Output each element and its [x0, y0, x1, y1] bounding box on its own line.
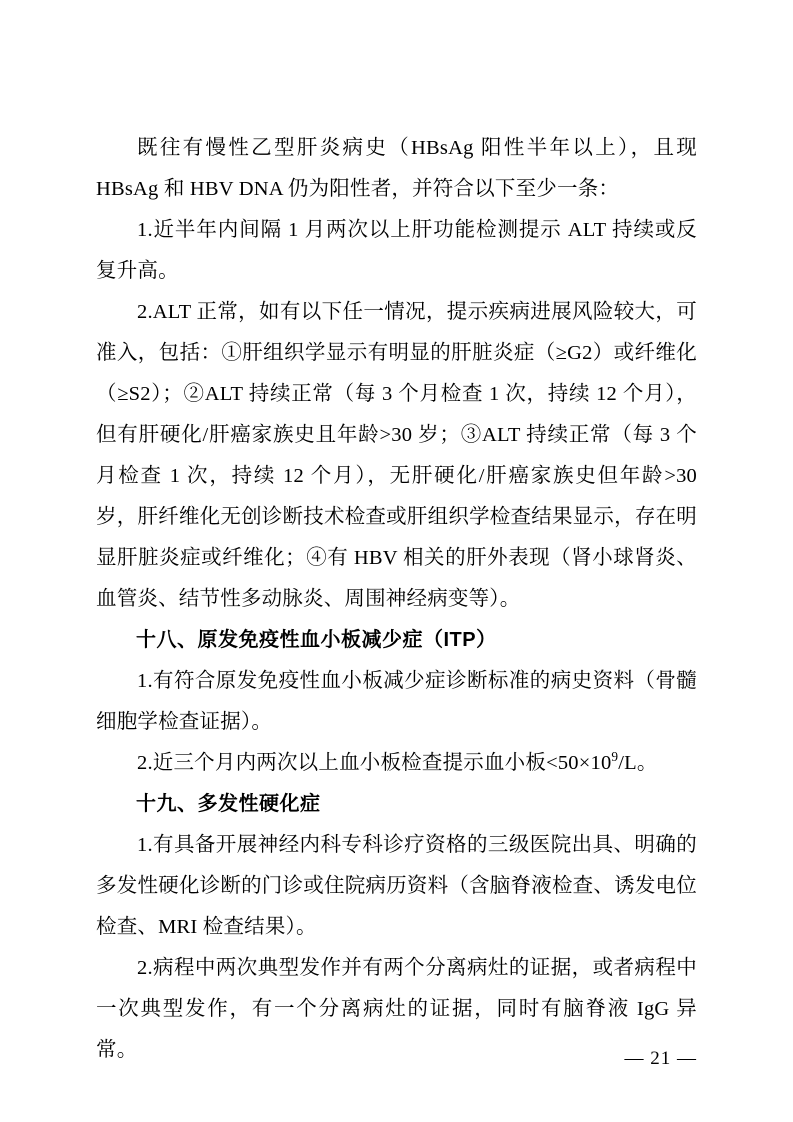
itp-item-2-superscript: 9	[611, 749, 619, 765]
paragraph-ms-item-1: 1.有具备开展神经内科专科诊疗资格的三级医院出具、明确的多发性硬化诊断的门诊或住院病历资料（含脑脊液检查、诱发电位检查、MRI 检查结果）。	[96, 834, 697, 938]
heading-section-18-itp: 十八、原发免疫性血小板减少症（ITP）	[136, 629, 497, 651]
paragraph-item-2-alt-normal: 2.ALT 正常，如有以下任一情况，提示疾病进展风险较大，可准入，包括：①肝组织学显示有明显的肝脏炎症（≥G2）或纤维化（≥S2）；②ALT 持续正常（每 3 个月检查 1 次，持续 12 个月），但有肝硬化/肝癌家族史且年龄>30 岁；③ALT 持续正常（每 3 个月检查 1 次，持续 12 个月），无肝硬化/肝癌家族史但年龄>30 岁，肝纤维化无创诊断技术检查或肝组织学检查结果显示，存在明显肝脏炎症或纤维化；④有 HBV 相关的肝外表现（肾小球肾炎、血管炎、结节性多动脉炎、周围神经病变等）。	[96, 301, 697, 610]
paragraph-itp-item-1: 1.有符合原发免疫性血小板减少症诊断标准的病史资料（骨髓细胞学检查证据）。	[96, 670, 697, 733]
paragraph-itp-item-2	[96, 743, 697, 784]
paragraph-ms-item-2: 2.病程中两次典型发作并有两个分离病灶的证据，或者病程中一次典型发作，有一个分离病灶的证据，同时有脑脊液 IgG 异常。	[96, 957, 697, 1061]
paragraph-hbv-history: 既往有慢性乙型肝炎病史（HBsAg 阳性半年以上），且现 HBsAg 和 HBV DNA 仍为阳性者，并符合以下至少一条：	[96, 137, 697, 200]
itp-item-2-text-before: 2.近三个月内两次以上血小板检查提示血小板<50×10	[137, 752, 612, 774]
heading-section-19-ms: 十九、多发性硬化症	[136, 793, 321, 815]
paragraph-item-1-alt-elevated: 1.近半年内间隔 1 月两次以上肝功能检测提示 ALT 持续或反复升高。	[96, 219, 697, 282]
itp-item-2-text-after: /L。	[618, 752, 658, 774]
page-number: — 21 —	[624, 1048, 697, 1069]
